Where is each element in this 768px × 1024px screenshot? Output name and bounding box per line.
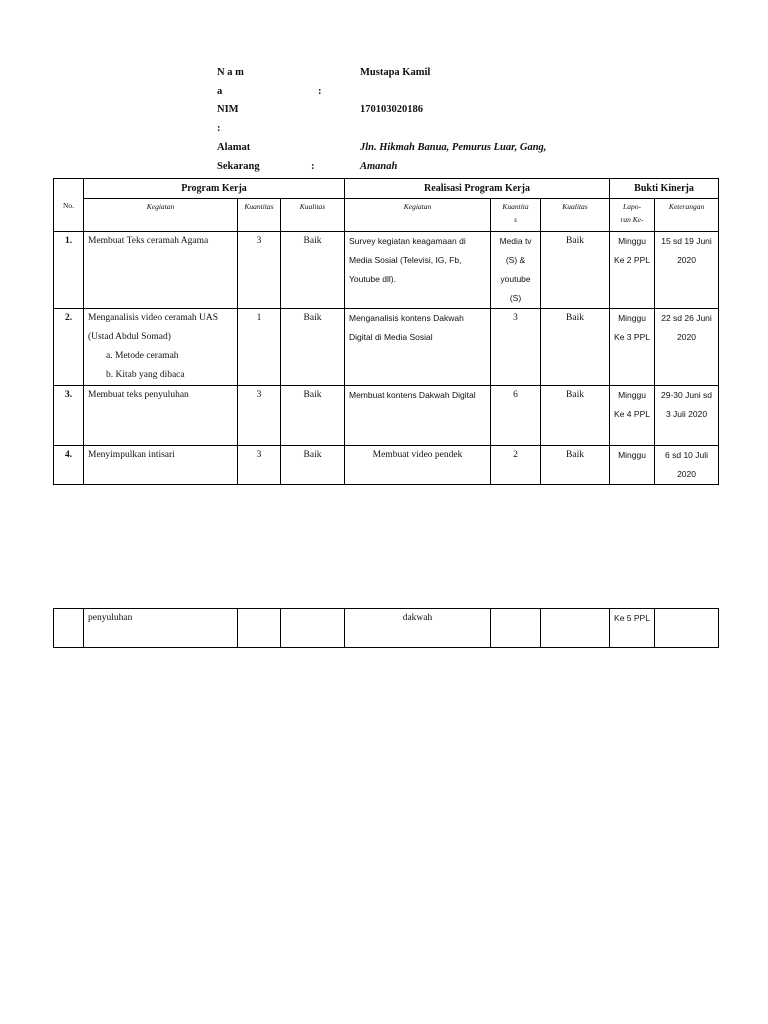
row-keterangan: 29-30 Juni sd 3 Juli 2020 — [655, 386, 719, 446]
row-kuantitas: 3 — [238, 386, 281, 446]
row-kegiatan: Membuat teks penyuluhan — [84, 386, 238, 446]
row-kualitas: Baik — [281, 386, 345, 446]
program-kerja-table — [53, 178, 719, 485]
header-bukti-kinerja: Bukti Kinerja — [610, 179, 719, 199]
nama-label-cont: a — [217, 86, 223, 97]
row-keterangan: 15 sd 19 Juni 2020 — [655, 232, 719, 309]
row-real-kualitas: Baik — [541, 309, 610, 386]
header-block — [217, 63, 617, 178]
row-kualitas — [281, 609, 345, 648]
row-kegiatan-main: Menganalisis video ceramah UAS (Ustad Abdul Somad) — [88, 313, 219, 342]
row-real-kegiatan: dakwah — [345, 609, 491, 648]
row-laporan: Minggu Ke 2 PPL — [610, 232, 655, 309]
alamat-value-line2: Amanah — [360, 161, 398, 172]
row-kuantitas: 3 — [238, 446, 281, 485]
header-realisasi: Realisasi Program Kerja — [345, 179, 610, 199]
row-no: 3. — [54, 386, 84, 446]
nim-value: 170103020186 — [360, 104, 423, 115]
alamat-colon: : — [311, 161, 315, 172]
alamat-value-line1: Jln. Hikmah Banua, Pemurus Luar, Gang, — [360, 142, 547, 153]
row-kegiatan-sub-b: b. Kitab yang dibaca — [106, 370, 185, 380]
row-real-kegiatan: Membuat kontens Dakwah Digital — [345, 386, 491, 446]
nama-label: N a m — [217, 67, 244, 78]
row-real-kuantitas: 3 — [491, 309, 541, 386]
subheader-real-kuantitas-line2: s — [514, 215, 517, 224]
subheader-real-kegiatan: Kegiatan — [345, 199, 491, 232]
row-kualitas: Baik — [281, 446, 345, 485]
row-real-kuantitas: 6 — [491, 386, 541, 446]
row-kualitas: Baik — [281, 232, 345, 309]
row-real-kuantitas — [491, 609, 541, 648]
row-kegiatan — [84, 309, 238, 386]
row-kegiatan-sub-a: a. Metode ceramah — [106, 351, 179, 361]
row-kuantitas — [238, 609, 281, 648]
row-real-kuantitas: Media tv (S) & youtube (S) — [491, 232, 541, 309]
row-no: 4. — [54, 446, 84, 485]
nama-value: Mustapa Kamil — [360, 67, 431, 78]
row-laporan: Minggu — [610, 446, 655, 485]
row-kuantitas: 3 — [238, 232, 281, 309]
subheader-real-kualitas: Kualitas — [541, 199, 610, 232]
table-row — [54, 386, 719, 446]
row-kualitas: Baik — [281, 309, 345, 386]
row-kegiatan: penyuluhan — [84, 609, 238, 648]
row-no: 1. — [54, 232, 84, 309]
row-real-kualitas: Baik — [541, 446, 610, 485]
subheader-laporan — [610, 199, 655, 232]
row-keterangan: 22 sd 26 Juni 2020 — [655, 309, 719, 386]
table-row — [54, 446, 719, 485]
table-row — [54, 609, 719, 648]
subheader-real-kuantitas — [491, 199, 541, 232]
row-real-kegiatan: Membuat video pendek — [345, 446, 491, 485]
continuation-table — [53, 608, 719, 648]
row-laporan: Minggu Ke 4 PPL — [610, 386, 655, 446]
subheader-kuantitas: Kuantitas — [238, 199, 281, 232]
row-real-kualitas: Baik — [541, 386, 610, 446]
row-kegiatan: Menyimpulkan intisari — [84, 446, 238, 485]
sekarang-label: Sekarang — [217, 161, 260, 172]
subheader-real-kuantitas-line1: Kuantita — [502, 202, 529, 211]
header-program-kerja: Program Kerja — [84, 179, 345, 199]
row-laporan: Minggu Ke 3 PPL — [610, 309, 655, 386]
row-real-kegiatan: Survey kegiatan keagamaan di Media Sosial (Televisi, IG, Fb, Youtube dll). — [345, 232, 491, 309]
row-real-kuantitas: 2 — [491, 446, 541, 485]
subheader-kualitas: Kualitas — [281, 199, 345, 232]
nama-colon: : — [318, 86, 322, 97]
row-no — [54, 609, 84, 648]
subheader-keterangan: Keterangan — [655, 199, 719, 232]
row-keterangan — [655, 609, 719, 648]
subheader-laporan-line1: Lapo- — [623, 202, 641, 211]
nim-colon: : — [217, 123, 221, 134]
row-real-kualitas: Baik — [541, 232, 610, 309]
row-no: 2. — [54, 309, 84, 386]
subheader-kegiatan: Kegiatan — [84, 199, 238, 232]
row-kegiatan: Membuat Teks ceramah Agama — [84, 232, 238, 309]
table-row — [54, 309, 719, 386]
row-laporan: Ke 5 PPL — [610, 609, 655, 648]
nim-label: NIM — [217, 104, 239, 115]
header-no: No. — [54, 179, 84, 232]
row-keterangan: 6 sd 10 Juli 2020 — [655, 446, 719, 485]
subheader-laporan-line2: ran Ke- — [620, 215, 644, 224]
alamat-label: Alamat — [217, 142, 251, 153]
table-row — [54, 232, 719, 309]
row-real-kualitas — [541, 609, 610, 648]
row-kuantitas: 1 — [238, 309, 281, 386]
row-real-kegiatan: Menganalisis kontens Dakwah Digital di Media Sosial — [345, 309, 491, 386]
